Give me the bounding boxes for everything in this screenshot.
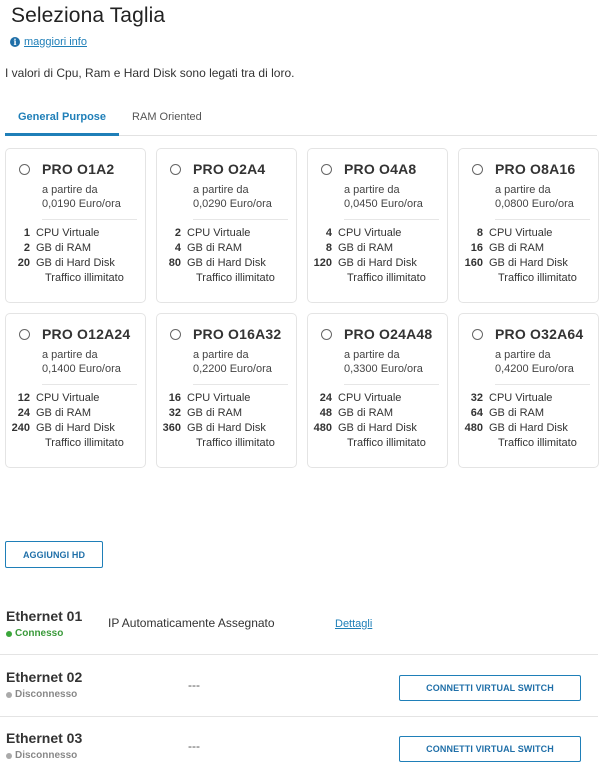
divider: [42, 384, 137, 385]
spec-disk-label: GB di Hard Disk: [187, 257, 266, 269]
price-value: 0,0450 Euro/ora: [344, 198, 423, 210]
size-card[interactable]: [5, 148, 146, 303]
spec-disk: [459, 256, 598, 271]
size-card[interactable]: [156, 313, 297, 468]
ethernet-name: Ethernet 01: [6, 608, 83, 624]
spec-traffic: [459, 436, 598, 451]
info-row: [10, 36, 87, 48]
spec-cpu-label: CPU Virtuale: [338, 227, 402, 239]
spec-disk-label: GB di Hard Disk: [489, 422, 568, 434]
size-name: PRO O16A32: [193, 326, 282, 342]
price-value: 0,0290 Euro/ora: [193, 198, 272, 210]
size-radio[interactable]: [472, 329, 483, 340]
spec-traffic-label: Traffico illimitato: [347, 437, 426, 449]
price-value: 0,0190 Euro/ora: [42, 198, 121, 210]
spec-cpu-label: CPU Virtuale: [187, 227, 251, 239]
ethernet-ip: ---: [188, 678, 200, 692]
size-card[interactable]: [458, 148, 599, 303]
price-prefix: a partire da: [344, 184, 400, 196]
size-specs: [6, 226, 145, 286]
spec-ram-label: GB di RAM: [338, 407, 394, 419]
spec-disk-label: GB di Hard Disk: [489, 257, 568, 269]
ethernet-status-label: Connesso: [15, 628, 64, 639]
connect-virtual-switch-button[interactable]: CONNETTI VIRTUAL SWITCH: [399, 736, 581, 762]
size-price: [495, 183, 598, 211]
size-name: PRO O1A2: [42, 161, 115, 177]
divider: [495, 219, 590, 220]
spec-ram-label: GB di RAM: [338, 242, 394, 254]
spec-cpu-label: CPU Virtuale: [489, 227, 553, 239]
spec-disk: [459, 421, 598, 436]
ethernet-status: [6, 689, 77, 700]
spec-ram-label: GB di RAM: [36, 242, 92, 254]
size-card-header: [308, 326, 447, 342]
size-grid: [5, 148, 598, 468]
spec-ram-value: 64: [470, 407, 483, 419]
spec-cpu: [6, 226, 145, 241]
spec-ram: [308, 406, 447, 421]
spec-traffic: [157, 436, 296, 451]
size-name: PRO O12A24: [42, 326, 131, 342]
spec-disk: [157, 421, 296, 436]
size-name: PRO O4A8: [344, 161, 417, 177]
spec-ram-value: 24: [17, 407, 30, 419]
spec-disk-value: 480: [464, 422, 483, 434]
ethernet-ip: ---: [188, 739, 200, 753]
spec-traffic-label: Traffico illimitato: [45, 437, 124, 449]
add-hd-button[interactable]: AGGIUNGI HD: [5, 541, 103, 568]
spec-disk-value: 360: [162, 422, 181, 434]
spec-traffic-label: Traffico illimitato: [498, 437, 577, 449]
price-prefix: a partire da: [495, 184, 551, 196]
divider: [495, 384, 590, 385]
price-prefix: a partire da: [344, 349, 400, 361]
size-price: [495, 348, 598, 376]
ethernet-name: Ethernet 02: [6, 669, 83, 685]
size-radio[interactable]: [321, 164, 332, 175]
info-icon: i: [10, 37, 20, 47]
ethernet-ip: IP Automaticamente Assegnato: [108, 616, 275, 630]
spec-traffic-label: Traffico illimitato: [347, 272, 426, 284]
price-prefix: a partire da: [495, 349, 551, 361]
spec-disk-value: 480: [313, 422, 332, 434]
spec-ram-label: GB di RAM: [489, 407, 545, 419]
size-specs: [157, 391, 296, 451]
spec-traffic-label: Traffico illimitato: [196, 437, 275, 449]
spec-disk: [6, 421, 145, 436]
size-specs: [157, 226, 296, 286]
size-card-header: [6, 326, 145, 342]
spec-ram: [459, 241, 598, 256]
size-radio[interactable]: [19, 164, 30, 175]
spec-disk: [157, 256, 296, 271]
connect-virtual-switch-button[interactable]: CONNETTI VIRTUAL SWITCH: [399, 675, 581, 701]
size-radio[interactable]: [321, 329, 332, 340]
spec-disk-label: GB di Hard Disk: [187, 422, 266, 434]
price-value: 0,3300 Euro/ora: [344, 363, 423, 375]
spec-disk: [308, 421, 447, 436]
ethernet-name: Ethernet 03: [6, 730, 83, 746]
spec-cpu-label: CPU Virtuale: [36, 392, 100, 404]
spec-disk-value: 240: [11, 422, 30, 434]
ethernet-row: [0, 594, 598, 655]
spec-ram: [157, 406, 296, 421]
size-price: [344, 348, 447, 376]
size-specs: [308, 391, 447, 451]
price-value: 0,0800 Euro/ora: [495, 198, 574, 210]
spec-disk: [6, 256, 145, 271]
spec-cpu-value: 16: [168, 392, 181, 404]
size-radio[interactable]: [170, 164, 181, 175]
spec-ram-value: 8: [325, 242, 332, 254]
size-card-header: [459, 326, 598, 342]
spec-ram-value: 4: [174, 242, 181, 254]
spec-traffic: [6, 271, 145, 286]
spec-cpu-value: 12: [17, 392, 30, 404]
spec-ram: [308, 241, 447, 256]
spec-cpu-label: CPU Virtuale: [36, 227, 100, 239]
page-description: I valori di Cpu, Ram e Hard Disk sono legati tra di loro.: [5, 66, 295, 80]
spec-ram: [6, 406, 145, 421]
page-title: Seleziona Taglia: [11, 4, 166, 27]
spec-cpu: [157, 391, 296, 406]
ethernet-status-label: Disconnesso: [15, 689, 78, 700]
size-card-header: [157, 326, 296, 342]
spec-cpu-value: 1: [23, 227, 30, 239]
divider: [193, 219, 288, 220]
size-specs: [459, 226, 598, 286]
spec-disk-value: 120: [313, 257, 332, 269]
price-value: 0,2200 Euro/ora: [193, 363, 272, 375]
ethernet-status: [6, 750, 77, 761]
spec-cpu-label: CPU Virtuale: [489, 392, 553, 404]
spec-ram-value: 48: [319, 407, 332, 419]
spec-cpu-label: CPU Virtuale: [338, 392, 402, 404]
spec-traffic-label: Traffico illimitato: [45, 272, 124, 284]
spec-ram-value: 16: [470, 242, 483, 254]
ethernet-details-link[interactable]: Dettagli: [335, 618, 373, 630]
size-card-header: [459, 161, 598, 177]
size-card-header: [157, 161, 296, 177]
size-card-header: [308, 161, 447, 177]
spec-ram: [6, 241, 145, 256]
spec-cpu-value: 32: [470, 392, 483, 404]
spec-disk-label: GB di Hard Disk: [36, 422, 115, 434]
spec-disk-value: 80: [168, 257, 181, 269]
spec-cpu: [308, 391, 447, 406]
price-prefix: a partire da: [42, 349, 98, 361]
tab-general-purpose[interactable]: General Purpose: [5, 100, 119, 136]
spec-ram-label: GB di RAM: [187, 407, 243, 419]
size-card[interactable]: [307, 313, 448, 468]
spec-disk: [308, 256, 447, 271]
size-radio[interactable]: [170, 329, 181, 340]
price-prefix: a partire da: [193, 349, 249, 361]
spec-disk-label: GB di Hard Disk: [338, 257, 417, 269]
spec-ram-label: GB di RAM: [36, 407, 92, 419]
size-card-header: [6, 161, 145, 177]
spec-traffic: [157, 271, 296, 286]
spec-ram: [157, 241, 296, 256]
spec-disk-value: 20: [17, 257, 30, 269]
spec-cpu: [459, 391, 598, 406]
status-dot-icon: [6, 631, 12, 637]
ethernet-row: [0, 656, 598, 717]
size-name: PRO O24A48: [344, 326, 433, 342]
spec-ram-value: 2: [23, 242, 30, 254]
spec-ram-label: GB di RAM: [489, 242, 545, 254]
more-info-link[interactable]: maggiori info: [24, 36, 87, 48]
spec-cpu-value: 4: [325, 227, 332, 239]
tab-ram-oriented[interactable]: RAM Oriented: [132, 111, 202, 123]
divider: [344, 219, 439, 220]
price-prefix: a partire da: [193, 184, 249, 196]
spec-disk-label: GB di Hard Disk: [338, 422, 417, 434]
divider: [42, 219, 137, 220]
size-price: [193, 348, 296, 376]
spec-traffic: [308, 436, 447, 451]
spec-ram-value: 32: [168, 407, 181, 419]
divider: [344, 384, 439, 385]
size-name: PRO O32A64: [495, 326, 584, 342]
ethernet-row: [0, 717, 598, 768]
spec-traffic: [308, 271, 447, 286]
price-value: 0,4200 Euro/ora: [495, 363, 574, 375]
size-card[interactable]: [458, 313, 599, 468]
size-card[interactable]: [156, 148, 297, 303]
size-price: [344, 183, 447, 211]
spec-traffic-label: Traffico illimitato: [196, 272, 275, 284]
spec-ram-label: GB di RAM: [187, 242, 243, 254]
size-radio[interactable]: [472, 164, 483, 175]
spec-cpu: [459, 226, 598, 241]
spec-traffic: [6, 436, 145, 451]
status-dot-icon: [6, 692, 12, 698]
size-tabs: [5, 100, 597, 136]
ethernet-status: [6, 628, 63, 639]
spec-cpu: [157, 226, 296, 241]
size-card[interactable]: [307, 148, 448, 303]
spec-disk-value: 160: [464, 257, 483, 269]
spec-cpu: [308, 226, 447, 241]
size-price: [193, 183, 296, 211]
size-name: PRO O8A16: [495, 161, 576, 177]
price-prefix: a partire da: [42, 184, 98, 196]
spec-cpu-value: 8: [476, 227, 483, 239]
size-specs: [308, 226, 447, 286]
spec-cpu-label: CPU Virtuale: [187, 392, 251, 404]
price-value: 0,1400 Euro/ora: [42, 363, 121, 375]
spec-cpu: [6, 391, 145, 406]
divider: [193, 384, 288, 385]
spec-ram: [459, 406, 598, 421]
size-specs: [459, 391, 598, 451]
spec-disk-label: GB di Hard Disk: [36, 257, 115, 269]
spec-traffic-label: Traffico illimitato: [498, 272, 577, 284]
size-specs: [6, 391, 145, 451]
size-name: PRO O2A4: [193, 161, 266, 177]
size-price: [42, 183, 145, 211]
size-price: [42, 348, 145, 376]
spec-cpu-value: 2: [174, 227, 181, 239]
spec-cpu-value: 24: [319, 392, 332, 404]
size-radio[interactable]: [19, 329, 30, 340]
ethernet-status-label: Disconnesso: [15, 750, 78, 761]
spec-traffic: [459, 271, 598, 286]
status-dot-icon: [6, 753, 12, 759]
size-card[interactable]: [5, 313, 146, 468]
